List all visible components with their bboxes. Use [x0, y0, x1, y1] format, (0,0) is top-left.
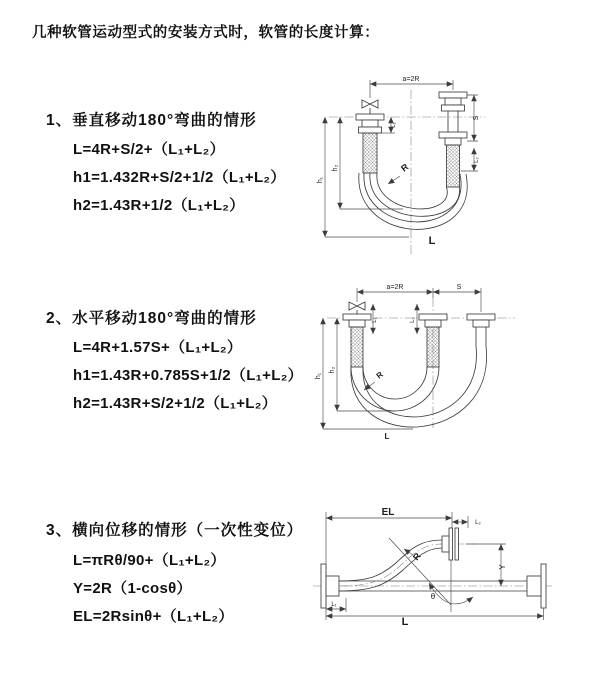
- dim-label-length: L: [428, 235, 436, 247]
- section-3-formula-y: Y=2R（1-cosθ）: [73, 580, 192, 597]
- dimension-l2: [410, 304, 417, 334]
- diagram-vertical-movement: [313, 68, 525, 260]
- right-flange-assembly: [439, 92, 467, 187]
- right-flange-assembly: [467, 314, 495, 346]
- dim-label-el: EL: [381, 507, 395, 518]
- dim-label-r: R: [374, 369, 385, 381]
- section-1-formula-h1: h1=1.432R+S/2+1/2（L₁+L₂）: [73, 169, 286, 186]
- section-1-heading: 1、垂直移动180°弯曲的情形: [46, 112, 257, 129]
- section-1-formula-l: L=4R+S/2+（L₁+L₂）: [73, 141, 225, 158]
- dimension-l2: [461, 148, 480, 171]
- left-flange-assembly: [356, 114, 384, 173]
- valve-icon: [349, 302, 365, 314]
- left-flange-assembly: [343, 314, 371, 367]
- top-flange-assembly: [442, 528, 459, 560]
- section-3-formula-el: EL=2Rsinθ+（L₁+L₂）: [73, 608, 234, 625]
- dim-label-l1: L₁: [391, 122, 397, 128]
- dim-label-h1: h₁: [315, 372, 322, 380]
- dim-label-s: S: [473, 115, 480, 121]
- radius-callout: [388, 161, 411, 184]
- braided-hose-left: [351, 327, 363, 367]
- dimension-l2: [452, 516, 482, 528]
- dimension-length: [326, 608, 544, 628]
- valve-icon: [362, 100, 378, 114]
- dim-label-h2: h₂: [332, 164, 339, 172]
- diagram-lateral-displacement: [300, 498, 568, 646]
- dimension-a2r: [357, 284, 481, 312]
- dimension-el: [326, 507, 452, 620]
- diagram-horizontal-movement: [313, 278, 528, 448]
- radius-callout: [364, 370, 385, 390]
- dimension-s: [467, 95, 480, 141]
- dim-label-l1: L₁: [331, 602, 337, 608]
- dim-label-length: L: [384, 432, 390, 441]
- braided-hose-middle: [427, 327, 439, 367]
- dimension-s: [433, 284, 481, 292]
- section-2-heading: 2、水平移动180°弯曲的情形: [46, 310, 257, 327]
- dim-label-h2: h₂: [329, 366, 336, 374]
- middle-flange-assembly: [419, 314, 447, 367]
- dim-label-r: R: [399, 161, 411, 174]
- dim-label-h1: h₁: [317, 176, 324, 184]
- dim-label-theta: θ: [430, 592, 436, 601]
- dim-label-a2r: a=2R: [386, 284, 404, 291]
- dimension-l1: [326, 598, 346, 612]
- angle-construction: [389, 538, 473, 612]
- dim-label-l1: L₁: [372, 317, 378, 323]
- section-2-formula-h1: h1=1.43R+0.785S+1/2（L₁+L₂）: [73, 367, 303, 384]
- right-flange-assembly: [527, 564, 546, 608]
- dimension-y: [466, 544, 507, 586]
- dim-label-l2: L₂: [475, 520, 481, 526]
- dim-label-r: R: [410, 550, 423, 563]
- dimension-l1: [372, 304, 378, 334]
- dim-label-length: L: [401, 616, 409, 628]
- hose-s-curve: [339, 540, 442, 591]
- page-title: 几种软管运动型式的安装方式时，软管的长度计算：: [32, 25, 380, 41]
- braided-hose-right: [447, 145, 460, 187]
- dim-label-a2r: a=2R: [402, 76, 420, 83]
- section-3-heading: 3、横向位移的情形（一次性变位）: [46, 522, 304, 539]
- section-2-formula-l: L=4R+1.57S+（L₁+L₂）: [73, 339, 243, 356]
- dim-label-s: S: [456, 284, 462, 291]
- dim-label-l2: L₂: [474, 157, 480, 163]
- section-2-formula-h2: h2=1.43R+S/2+1/2（L₁+L₂）: [73, 395, 278, 412]
- section-3-formula-l: L=πRθ/90+（L₁+L₂）: [73, 552, 226, 569]
- dim-label-y: Y: [498, 564, 507, 570]
- section-1-formula-h2: h2=1.43R+1/2（L₁+L₂）: [73, 197, 245, 214]
- hose-u-curves: [351, 346, 487, 427]
- dim-label-l2: L₂: [410, 317, 416, 323]
- braided-hose-left: [363, 133, 377, 173]
